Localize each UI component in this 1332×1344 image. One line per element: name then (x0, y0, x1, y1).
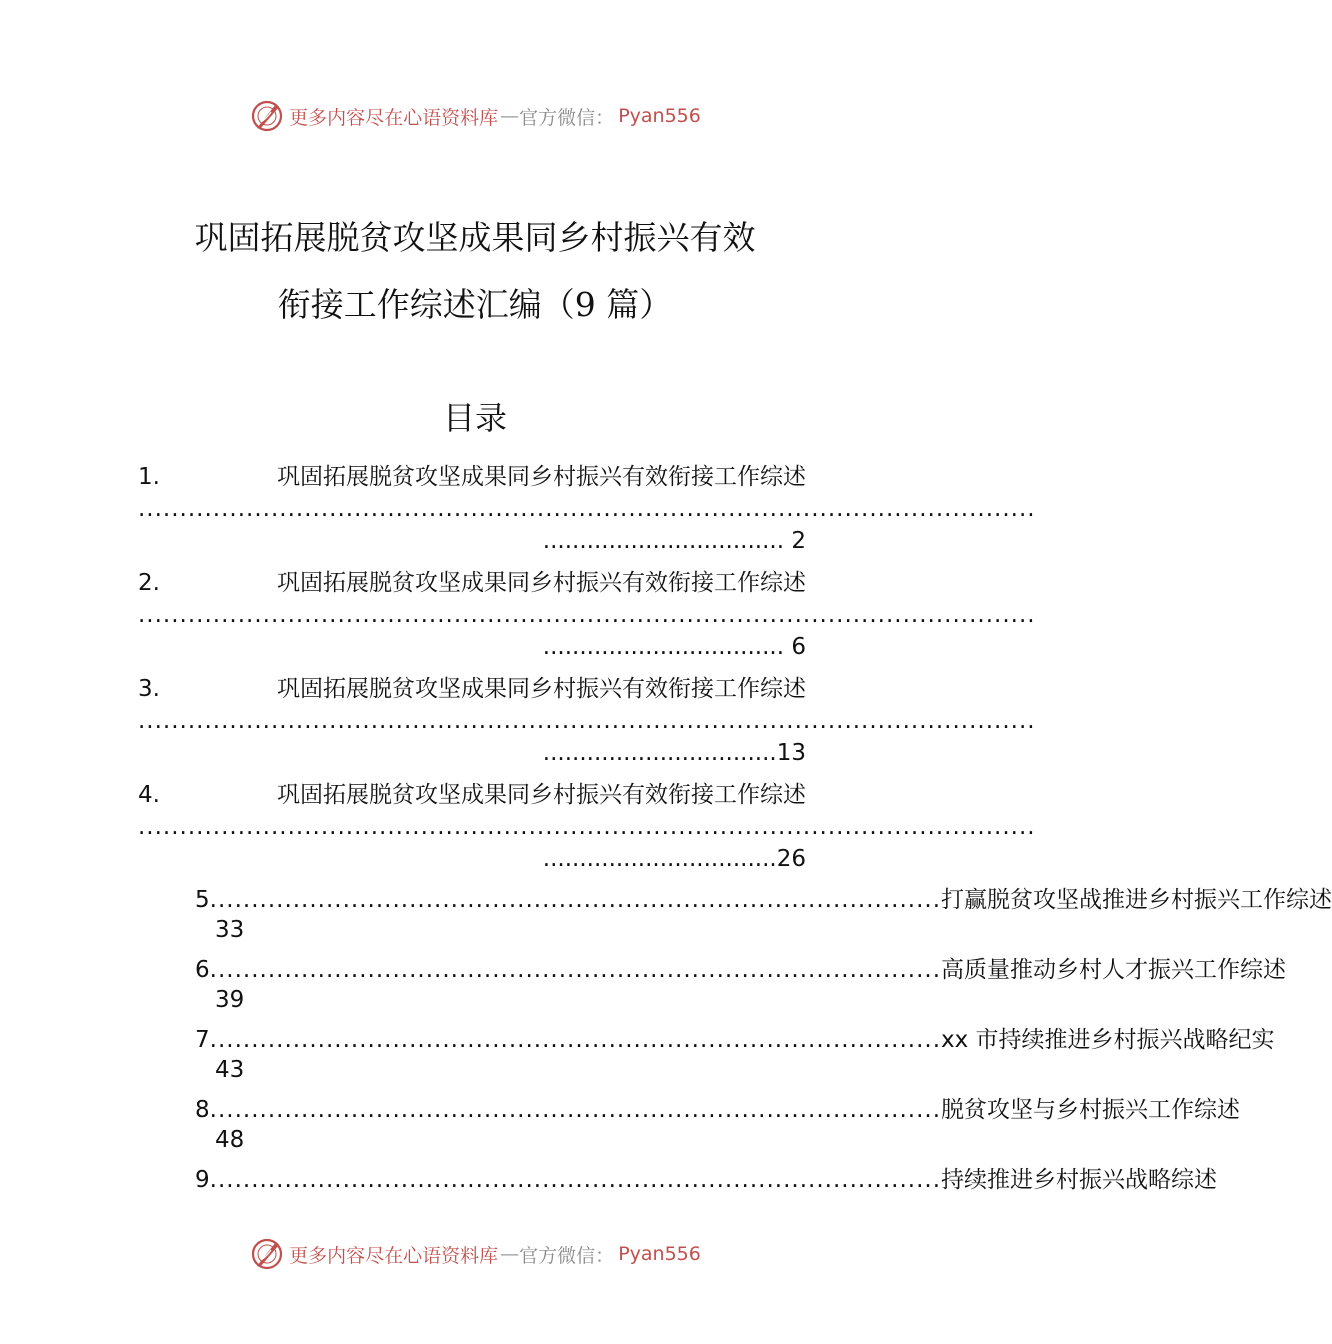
toc-entry-3[interactable] (138, 673, 1036, 769)
quill-logo-icon (249, 1236, 285, 1272)
toc-entry-title[interactable]: 巩固拓展脱贫攻坚成果同乡村振兴有效衔接工作综述 (277, 570, 806, 596)
toc-entry-number: 2. (138, 570, 160, 596)
toc-entry-number: 8 (195, 1097, 210, 1123)
toc-entry-4[interactable] (138, 779, 1036, 875)
toc-leader-dots: ........................................................................................ (209, 1167, 942, 1193)
toc-entry-6[interactable] (195, 955, 1287, 1015)
toc-leader-dots: ............................................................................................................ (138, 708, 1036, 734)
toc-entry-title[interactable]: xx 市持续推进乡村振兴战略纪实 (941, 1027, 1275, 1053)
watermark-text: 更多内容尽在心语资料库 (289, 1244, 499, 1267)
toc-entry-page[interactable]: 48 (215, 1127, 245, 1153)
toc-heading: 目录 (442, 399, 507, 437)
toc-entry-title[interactable]: 持续推进乡村振兴战略综述 (941, 1167, 1218, 1193)
toc-leader-dots: ............................................................................................................ (138, 814, 1036, 840)
toc-entry-1[interactable] (138, 461, 1036, 557)
toc-entry-page[interactable]: 39 (215, 987, 245, 1013)
toc-entry-title[interactable]: 脱贫攻坚与乡村振兴工作综述 (941, 1097, 1241, 1123)
watermark-label: 官方微信： (519, 1244, 615, 1267)
toc-entry-5[interactable] (195, 885, 1332, 945)
quill-logo-icon (249, 98, 285, 134)
toc-entry-7[interactable] (195, 1025, 1275, 1085)
toc-entry-number: 3. (138, 676, 160, 702)
toc-leader-dots: ................................. (542, 634, 785, 660)
toc-leader-dots: ................................ (542, 846, 777, 872)
toc-leader-dots: ............................................................................................................ (138, 602, 1036, 628)
toc-entry-number: 5 (195, 887, 210, 913)
watermark-separator: — (500, 105, 520, 127)
toc-entry-number: 6 (195, 957, 210, 983)
toc-entry-title[interactable]: 巩固拓展脱贫攻坚成果同乡村振兴有效衔接工作综述 (277, 782, 806, 808)
toc-entry-title[interactable]: 高质量推动乡村人才振兴工作综述 (941, 957, 1287, 983)
toc-entry-title[interactable]: 打赢脱贫攻坚战推进乡村振兴工作综述 (941, 887, 1332, 913)
toc-entry-2[interactable] (138, 567, 1036, 663)
toc-entry-number: 7 (195, 1027, 210, 1053)
toc-entry-page[interactable]: 2 (791, 528, 806, 554)
toc-entry-page[interactable]: 13 (776, 740, 806, 766)
document-title-line-1: 巩固拓展脱贫攻坚成果同乡村振兴有效 (194, 218, 756, 257)
toc-leader-dots: ........................................................................................ (209, 957, 942, 983)
toc-entry-title[interactable]: 巩固拓展脱贫攻坚成果同乡村振兴有效衔接工作综述 (277, 464, 806, 490)
watermark-banner-top (0, 96, 950, 136)
toc-leader-dots: ................................. (542, 528, 785, 554)
watermark-label: 官方微信： (519, 106, 615, 129)
watermark-banner-bottom (0, 1234, 950, 1274)
toc-entry-number: 4. (138, 782, 160, 808)
toc-entry-8[interactable] (195, 1095, 1241, 1155)
toc-entry-number: 9 (195, 1167, 210, 1193)
toc-entry-page[interactable]: 26 (776, 846, 806, 872)
toc-entry-number: 1. (138, 464, 160, 490)
toc-entry-9[interactable] (195, 1165, 1218, 1195)
toc-leader-dots: ........................................................................................ (209, 887, 942, 913)
toc-leader-dots: ................................ (542, 740, 777, 766)
watermark-text: 更多内容尽在心语资料库 (289, 106, 499, 129)
toc-leader-dots: ............................................................................................................ (138, 496, 1036, 522)
toc-entry-title[interactable]: 巩固拓展脱贫攻坚成果同乡村振兴有效衔接工作综述 (277, 676, 806, 702)
toc-leader-dots: ........................................................................................ (209, 1097, 942, 1123)
watermark-wechat-id: Pyan556 (618, 1243, 701, 1265)
watermark-separator: — (500, 1243, 520, 1265)
document-title-line-2: 衔接工作综述汇编（9 篇） (277, 285, 673, 324)
toc-entry-page[interactable]: 33 (215, 917, 245, 943)
watermark-wechat-id: Pyan556 (618, 105, 701, 127)
toc-entry-page[interactable]: 43 (215, 1057, 245, 1083)
toc-entry-page[interactable]: 6 (791, 634, 806, 660)
toc-leader-dots: ........................................................................................ (209, 1027, 942, 1053)
